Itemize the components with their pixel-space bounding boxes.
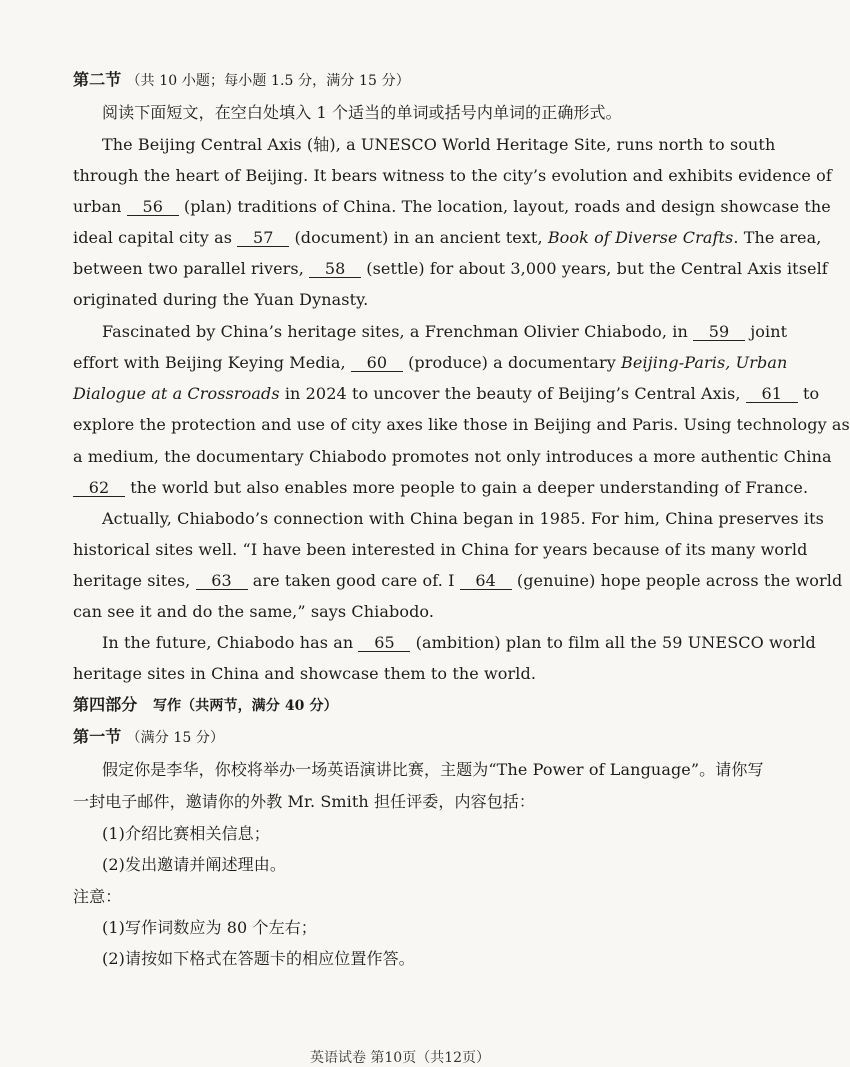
blank-58[interactable]: 58 bbox=[309, 260, 361, 278]
notice-title: 注意： bbox=[73, 887, 122, 906]
section-heading bbox=[73, 70, 410, 91]
documentary-title: Beijing-Paris, Urban bbox=[621, 353, 788, 372]
passage-line: through the heart of Beijing. It bears witness to the city’s evolution and exhibits evidence of bbox=[73, 166, 832, 185]
passage-line: heritage sites in China and showcase them to the world. bbox=[73, 664, 537, 683]
text: in 2024 to uncover the beauty of Beijing’s Central Axis, bbox=[284, 384, 741, 403]
task-line: 一封电子邮件，邀请你的外教 Mr. Smith 担任评委，内容包括： bbox=[73, 792, 536, 811]
blank-65[interactable]: 65 bbox=[358, 634, 410, 652]
passage-line bbox=[73, 197, 831, 217]
blank-61[interactable]: 61 bbox=[746, 385, 798, 403]
text: between two parallel rivers, bbox=[73, 259, 304, 278]
part4-title: 第四部分 bbox=[73, 695, 138, 714]
sec1-title: 第一节 bbox=[73, 727, 122, 746]
passage-line bbox=[102, 322, 787, 342]
passage-line: Actually, Chiabodo’s connection with China began in 1985. For him, China preserves its bbox=[102, 509, 824, 528]
blank-60[interactable]: 60 bbox=[351, 354, 403, 372]
text: (produce) a documentary bbox=[408, 353, 616, 372]
section-note: （共 10 小题；每小题 1.5 分，满分 15 分） bbox=[126, 73, 410, 89]
passage-line: can see it and do the same,” says Chiabodo. bbox=[73, 602, 435, 621]
task-item: (1)介绍比赛相关信息； bbox=[102, 824, 270, 843]
text: (settle) for about 3,000 years, but the Central Axis itself bbox=[366, 259, 828, 278]
passage-line: explore the protection and use of city axes like those in Beijing and Paris. Using technology as bbox=[73, 415, 850, 434]
task-line: 假定你是李华，你校将举办一场英语演讲比赛，主题为“The Power of Language”。请你写 bbox=[102, 760, 764, 779]
blank-56[interactable]: 56 bbox=[127, 198, 179, 216]
text: heritage sites, bbox=[73, 571, 191, 590]
text: (plan) traditions of China. The location, layout, roads and design showcase the bbox=[183, 197, 831, 216]
text: In the future, Chiabodo has an bbox=[102, 633, 354, 652]
documentary-title-cont: Dialogue at a Crossroads bbox=[73, 384, 280, 403]
blank-59[interactable]: 59 bbox=[693, 323, 745, 341]
notice-item: (1)写作词数应为 80 个左右； bbox=[102, 918, 317, 937]
text: Fascinated by China’s heritage sites, a Frenchman Olivier Chiabodo, in bbox=[102, 322, 688, 341]
passage-line bbox=[102, 633, 816, 653]
page-footer: 英语试卷 第10页（共12页） bbox=[309, 1050, 491, 1066]
text: ideal capital city as bbox=[73, 228, 233, 247]
text: effort with Beijing Keying Media, bbox=[73, 353, 346, 372]
passage-line bbox=[73, 478, 808, 498]
passage-line: a medium, the documentary Chiabodo promotes not only introduces a more authentic China bbox=[73, 447, 832, 466]
text: urban bbox=[73, 197, 122, 216]
task-item: (2)发出邀请并阐述理由。 bbox=[102, 855, 286, 874]
blank-62[interactable]: 62 bbox=[73, 479, 125, 497]
passage-line: originated during the Yuan Dynasty. bbox=[73, 290, 369, 309]
text: joint bbox=[750, 322, 788, 341]
notice-item: (2)请按如下格式在答题卡的相应位置作答。 bbox=[102, 949, 415, 968]
passage-line bbox=[73, 259, 828, 279]
book-title: Book of Diverse Crafts bbox=[547, 228, 734, 247]
passage-line bbox=[73, 384, 819, 404]
blank-63[interactable]: 63 bbox=[196, 572, 248, 590]
instruction: 阅读下面短文，在空白处填入 1 个适当的单词或括号内单词的正确形式。 bbox=[102, 103, 622, 122]
part4-subtitle: 写作（共两节，满分 40 分） bbox=[152, 698, 338, 714]
text: are taken good care of. I bbox=[252, 571, 455, 590]
passage-line bbox=[73, 571, 842, 591]
text: (document) in an ancient text, bbox=[294, 228, 543, 247]
text: the world but also enables more people to gain a deeper understanding of France. bbox=[130, 478, 809, 497]
blank-64[interactable]: 64 bbox=[460, 572, 512, 590]
sec1-note: （满分 15 分） bbox=[126, 730, 225, 746]
part4-sec1-heading bbox=[73, 727, 224, 748]
text: to bbox=[802, 384, 820, 403]
section-title: 第二节 bbox=[73, 70, 122, 89]
passage-line: The Beijing Central Axis (轴), a UNESCO World Heritage Site, runs north to south bbox=[102, 135, 776, 154]
part4-heading bbox=[73, 695, 338, 716]
passage-line bbox=[73, 228, 821, 248]
passage-line bbox=[73, 353, 787, 373]
text: (genuine) hope people across the world bbox=[516, 571, 843, 590]
blank-57[interactable]: 57 bbox=[237, 229, 289, 247]
text: (ambition) plan to film all the 59 UNESCO world bbox=[415, 633, 816, 652]
text: . The area, bbox=[733, 228, 822, 247]
passage-line: historical sites well. “I have been interested in China for years because of its many world bbox=[73, 540, 808, 559]
